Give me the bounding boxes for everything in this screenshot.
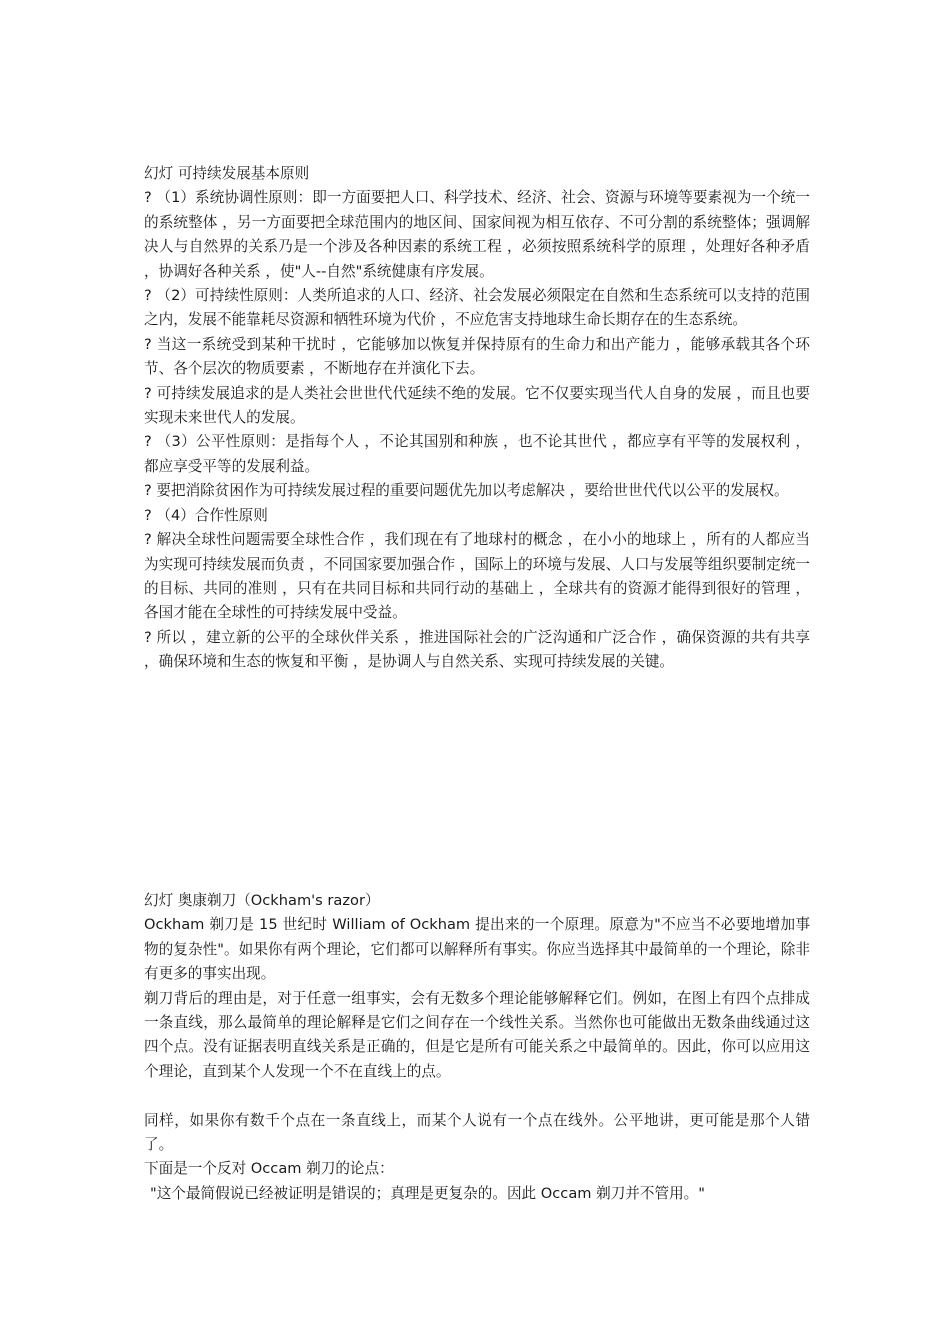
section-ockhams-razor bbox=[144, 889, 810, 1206]
section-sustainable-development bbox=[144, 162, 810, 675]
paragraph: 下面是一个反对 Occam 剃刀的论点： bbox=[144, 1160, 394, 1178]
blank-line bbox=[144, 1084, 810, 1108]
paragraph: ? 可持续发展追求的是人类社会世世代代延续不绝的发展。它不仅要实现当代人自身的发展 ，而且也要实现未来世代人的发展。 bbox=[144, 384, 810, 427]
quoted-argument: "这个最简假说已经被证明是错误的；真理是更复杂的。因此 Occam 剃刀并不管用。" bbox=[150, 1184, 705, 1202]
paragraph: ? 当这一系统受到某种干扰时 ，它能够加以恢复并保持原有的生命力和出产能力 ，能够承载其各个环节、各个层次的物质要素 ，不断地存在并演化下去。 bbox=[144, 335, 810, 378]
paragraph: ? （2）可持续性原则：人类所追求的人口、经济、社会发展必须限定在自然和生态系统可以支持的范围之内，发展不能靠耗尽资源和牺牲环境为代价 ，不应危害支持地球生命长期存在的生态系统。 bbox=[144, 287, 810, 329]
section-title: 幻灯 可持续发展基本原则 bbox=[144, 165, 310, 182]
paragraph: ? 所以 ，建立新的公平的全球伙伴关系 ，推进国际社会的广泛沟通和广泛合作 ，确保资源的共有共享 ，确保环境和生态的恢复和平衡 ，是协调人与自然关系、实现可持续发展的关键。 bbox=[144, 628, 810, 671]
paragraph: 剃刀背后的理由是，对于任意一组事实，会有无数多个理论能够解释它们。例如，在图上有四个点排成一条直线，那么最简单的理论解释是它们之间存在一个线性关系。当然你也可能做出无数条曲线通过这四个点。没有证据表明直线关系是正确的，但是它是所有可能关系之中最简单的。因此，你可以应用这个理论，直到某个人发现一个不在直线上的点。 bbox=[144, 989, 810, 1080]
section-title: 幻灯 奥康剃刀（Ockham's razor） bbox=[144, 892, 380, 909]
paragraph: ? （4）合作性原则 bbox=[144, 506, 268, 524]
paragraph: ? （1）系统协调性原则：即一方面要把人口、科学技术、经济、社会、资源与环境等要素视为一个统一的系统整体 ，另一方面要把全球范围内的地区间、国家间视为相互依存、不可分割的系统整体；强调解决人与自然界的关系乃是一个涉及各种因素的系统工程 ，必须按照系统科学的原理 ，处理好各种矛盾 ，协调好各种关系 ，使"人--自然"系统健康有序发展。 bbox=[144, 189, 810, 280]
paragraph: ? （3）公平性原则：是指每个人 ，不论其国别和种族 ，也不论其世代 ，都应享有平等的发展权利 ，都应享受平等的发展利益。 bbox=[144, 433, 810, 475]
paragraph: 同样，如果你有数千个点在一条直线上，而某个人说有一个点在线外。公平地讲，更可能是那个人错了。 bbox=[144, 1111, 810, 1154]
paragraph: Ockham 剃刀是 15 世纪时 William of Ockham 提出来的一个原理。原意为"不应当不必要地增加事物的复杂性"。如果你有两个理论，它们都可以解释所有事实。你应当选择其中最简单的一个理论，除非有更多的事实出现。 bbox=[144, 916, 810, 983]
paragraph: ? 要把消除贫困作为可持续发展过程的重要问题优先加以考虑解决 ，要给世世代代以公平的发展权。 bbox=[144, 482, 789, 500]
paragraph: ? 解决全球性问题需要全球性合作 ，我们现在有了地球村的概念 ，在小小的地球上 ，所有的人都应当为实现可持续发展而负责 ，不同国家要加强合作 ，国际上的环境与发展、人口与发展等组织要制定统一的目标、共同的准则 ，只有在共同目标和共同行动的基础上 ，全球共有的资源才能得到很好的管理 ，各国才能在全球性的可持续发展中受益。 bbox=[144, 531, 811, 622]
